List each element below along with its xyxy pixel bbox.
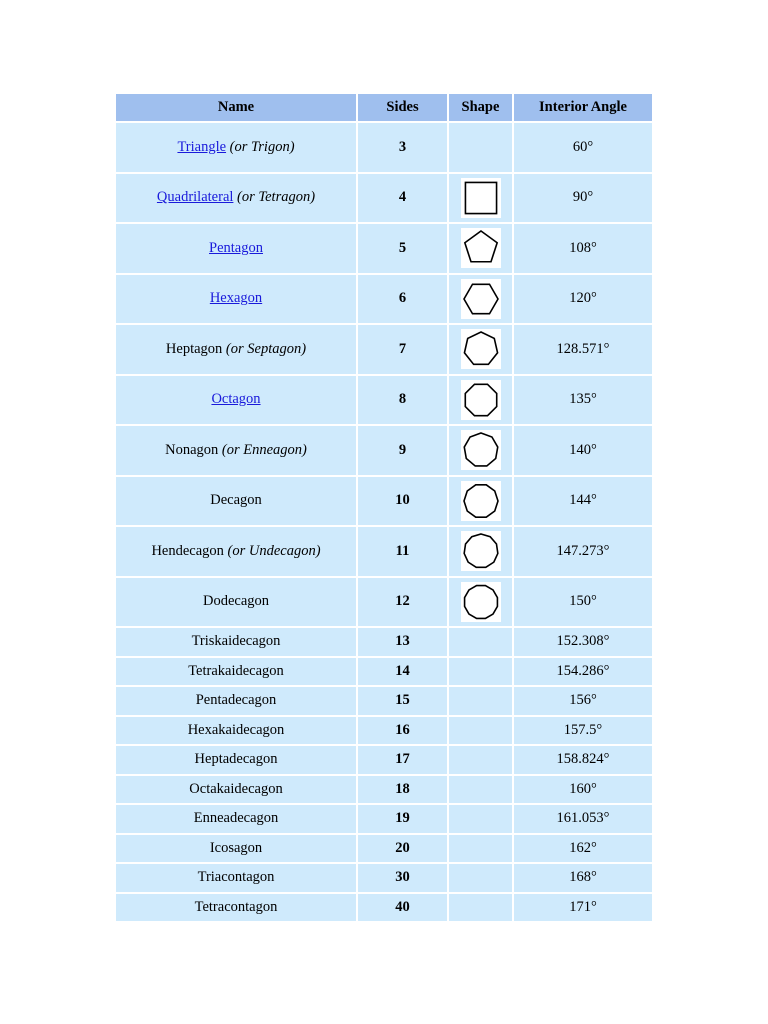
polygon-name: Enneadecagon [193,810,279,827]
interior-angle-cell: 156° [514,687,652,717]
interior-angle-cell: 154.286° [514,658,652,688]
interior-angle-cell: 144° [514,477,652,528]
name-cell [116,123,358,174]
name-cell [116,224,358,275]
table-row [116,224,652,275]
shape-cell [449,776,514,806]
table-row [116,123,652,174]
shape-cell [449,805,514,835]
sides-cell: 20 [358,835,449,865]
shape-cell [449,477,514,528]
table-row [116,426,652,477]
table-row [116,628,652,658]
polygon-shape-icon [461,481,501,521]
sides-cell: 7 [358,325,449,376]
interior-angle-cell: 147.273° [514,527,652,578]
polygon-name: Triskaidecagon [191,633,281,650]
table-row [116,325,652,376]
table-row [116,376,652,427]
interior-angle-cell: 135° [514,376,652,427]
polygon-name-link[interactable]: Octagon [211,391,261,408]
header-row [116,94,652,123]
sides-cell: 6 [358,275,449,326]
sides-cell: 5 [358,224,449,275]
polygon-name-link[interactable]: Pentagon [209,239,263,256]
shape-cell [449,174,514,225]
interior-angle-cell: 160° [514,776,652,806]
polygon-name: Dodecagon [202,593,270,610]
polygon-outline [464,485,498,517]
polygon-outline [464,534,498,567]
shape-cell [449,123,514,174]
interior-angle-cell: 157.5° [514,717,652,747]
header-sides: Sides [358,94,449,123]
interior-angle-cell: 128.571° [514,325,652,376]
polygon-shape-icon [461,279,501,319]
interior-angle-cell: 162° [514,835,652,865]
polygon-shape-icon [461,582,501,622]
name-cell [116,894,358,924]
name-cell [116,527,358,578]
polygon-outline [464,585,497,618]
sides-cell: 17 [358,746,449,776]
name-cell [116,658,358,688]
sides-cell: 30 [358,864,449,894]
name-cell [116,717,358,747]
interior-angle-cell: 60° [514,123,652,174]
shape-cell [449,746,514,776]
polygon-shape-icon [461,178,501,218]
polygon-name: Tetrakaidecagon [188,662,284,679]
polygon-name: Heptadecagon [194,751,278,768]
polygon-shape-icon [461,228,501,268]
name-cell [116,275,358,326]
polygon-name: Hexakaidecagon [187,721,285,738]
table-row [116,687,652,717]
alternate-name: (or Septagon) [225,340,307,357]
sides-cell: 15 [358,687,449,717]
table-row [116,805,652,835]
name-cell [116,776,358,806]
shape-cell [449,894,514,924]
interior-angle-cell: 90° [514,174,652,225]
sides-cell: 14 [358,658,449,688]
sides-cell: 40 [358,894,449,924]
polygon-outline [464,332,497,364]
sides-cell: 13 [358,628,449,658]
interior-angle-cell: 152.308° [514,628,652,658]
table-row [116,477,652,528]
name-cell [116,805,358,835]
shape-cell [449,376,514,427]
polygon-outline [464,284,498,313]
polygon-name: Triacontagon [197,869,275,886]
name-cell [116,864,358,894]
shape-cell [449,687,514,717]
polygon-name-link[interactable]: Quadrilateral [156,189,234,206]
alternate-name: (or Enneagon) [221,441,307,458]
interior-angle-cell: 140° [514,426,652,477]
polygon-shape-icon [461,329,501,369]
name-cell [116,628,358,658]
sides-cell: 18 [358,776,449,806]
polygon-name: Tetracontagon [194,898,278,915]
shape-cell [449,658,514,688]
name-cell [116,477,358,528]
polygon-name-link[interactable]: Hexagon [209,290,263,307]
table-row [116,746,652,776]
polygon-name: Icosagon [209,839,263,856]
polygon-shape-icon [461,430,501,470]
polygon-name: Nonagon [165,441,219,458]
name-cell [116,578,358,629]
name-cell [116,687,358,717]
table-body [116,123,652,923]
polygon-name: Octakaidecagon [189,780,283,797]
interior-angle-cell: 150° [514,578,652,629]
sides-cell: 11 [358,527,449,578]
alternate-name: (or Undecagon) [227,542,321,559]
sides-cell: 16 [358,717,449,747]
interior-angle-cell: 120° [514,275,652,326]
shape-cell [449,527,514,578]
polygon-outline [465,384,496,415]
polygon-name-link[interactable]: Triangle [177,138,227,155]
name-cell [116,174,358,225]
sides-cell: 3 [358,123,449,174]
interior-angle-cell: 158.824° [514,746,652,776]
name-cell [116,835,358,865]
interior-angle-cell: 171° [514,894,652,924]
polygon-shape-icon [461,380,501,420]
table-row [116,835,652,865]
alternate-name: (or Tetragon) [237,189,316,206]
table-row [116,174,652,225]
shape-cell [449,224,514,275]
table-row [116,578,652,629]
polygon-name: Heptagon [165,340,223,357]
polygon-table [116,94,652,923]
polygon-outline [464,231,496,262]
table-row [116,275,652,326]
name-cell [116,746,358,776]
table-row [116,527,652,578]
shape-cell [449,717,514,747]
sides-cell: 19 [358,805,449,835]
shape-cell [449,864,514,894]
table-row [116,776,652,806]
name-cell [116,426,358,477]
table-row [116,658,652,688]
interior-angle-cell: 108° [514,224,652,275]
sides-cell: 10 [358,477,449,528]
sides-cell: 4 [358,174,449,225]
shape-cell [449,628,514,658]
sides-cell: 8 [358,376,449,427]
name-cell [116,325,358,376]
name-cell [116,376,358,427]
interior-angle-cell: 161.053° [514,805,652,835]
shape-cell [449,578,514,629]
shape-cell [449,426,514,477]
sides-cell: 12 [358,578,449,629]
shape-cell [449,275,514,326]
polygon-shape-icon [461,531,501,571]
polygon-name: Pentadecagon [195,692,277,709]
table-row [116,717,652,747]
alternate-name: (or Trigon) [229,138,295,155]
shape-cell [449,325,514,376]
header-name: Name [116,94,358,123]
polygon-outline [465,182,496,213]
header-shape: Shape [449,94,514,123]
shape-cell [449,835,514,865]
sides-cell: 9 [358,426,449,477]
polygon-name: Hendecagon [151,542,224,559]
interior-angle-cell: 168° [514,864,652,894]
table-row [116,894,652,924]
table-row [116,864,652,894]
table-header [116,94,652,123]
header-interior-angle: Interior Angle [514,94,652,123]
polygon-name: Decagon [210,492,262,509]
polygon-outline [464,433,497,466]
